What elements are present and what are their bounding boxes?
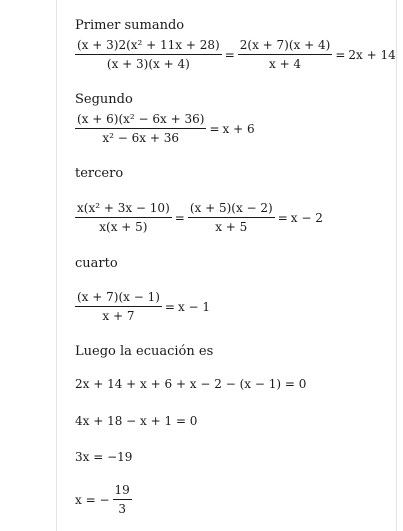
fraction-bar [188,217,275,218]
fraction [188,200,275,235]
heading-segundo: Segundo [75,92,133,107]
fraction [75,111,206,146]
equation-cuarto [75,289,210,324]
fraction [75,289,162,324]
fraction [113,482,132,517]
equals-sign: = [164,299,175,314]
numerator: x(x² + 3x − 10) [77,201,170,215]
equation-segundo [75,111,255,146]
numerator: (x + 3)2(x² + 11x + 28) [77,38,220,52]
denominator: x + 7 [102,309,135,323]
fraction [75,200,172,235]
fraction-bar [238,54,333,55]
equals-sign: = [209,121,220,136]
numerator: 19 [114,483,130,497]
result: x + 6 [222,121,255,136]
fraction [75,37,222,72]
equals-sign: = [224,47,235,62]
equation-line-3: 3x = −19 [75,450,133,464]
heading-cuarto: cuarto [75,256,118,271]
equation-final [75,482,132,517]
heading-luego: Luego la ecuación es [75,344,214,359]
denominator: 3 [118,502,126,516]
numerator: (x + 6)(x² − 6x + 36) [77,112,205,126]
denominator: (x + 3)(x + 4) [106,57,190,71]
fraction-bar [75,217,172,218]
equals-sign: = [174,210,185,225]
fraction-bar [75,54,222,55]
numerator: (x + 5)(x − 2) [189,201,273,215]
equals-sign: = [335,47,346,62]
denominator: x(x + 5) [99,220,148,234]
heading-tercero: tercero [75,166,124,181]
fraction-bar [75,128,206,129]
denominator: x + 5 [215,220,248,234]
equals-sign: = [277,210,288,225]
final-lhs: x = − [75,492,110,507]
fraction [238,37,333,72]
result: x − 2 [290,210,323,225]
heading-primer-sumando: Primer sumando [75,18,185,33]
result: 2x + 14 [348,47,396,62]
fraction-bar [75,306,162,307]
result: x − 1 [177,299,211,314]
denominator: x² − 6x + 36 [102,131,180,145]
equation-primer-sumando [75,37,396,72]
equation-line-2: 4x + 18 − x + 1 = 0 [75,414,198,428]
equation-line-1: 2x + 14 + x + 6 + x − 2 − (x − 1) = 0 [75,377,307,391]
fraction-bar [113,499,132,500]
denominator: x + 4 [268,57,302,71]
numerator: (x + 7)(x − 1) [77,290,160,304]
equation-tercero [75,200,323,235]
numerator: 2(x + 7)(x + 4) [239,38,331,52]
